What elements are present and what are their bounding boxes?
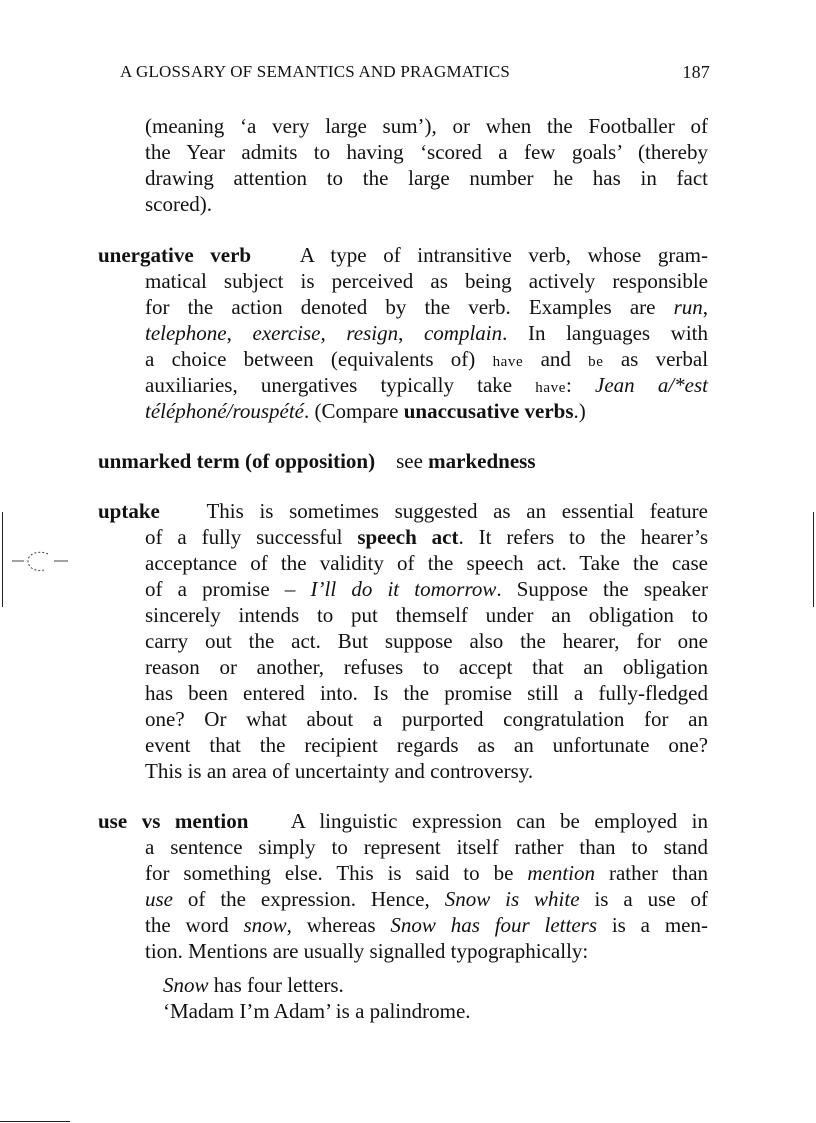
entry-unergative-line-1: unergative verb A type of intransitive verb, whose gram- <box>98 243 708 267</box>
example-line-2: ‘Madam I’m Adam’ is a palindrome. <box>163 999 471 1023</box>
continuation-line-3: drawing attention to the large number he has in fact <box>145 166 708 190</box>
entry-unergative-line-5: a choice between (equivalents of) have and be as verbal <box>145 347 709 371</box>
entry-uptake-line-11: This is an area of uncertainty and controversy. <box>145 759 534 783</box>
left-margin-rule <box>2 512 3 607</box>
page-number: 187 <box>682 62 710 82</box>
continuation-line-4: scored). <box>145 192 213 216</box>
entry-use-mention-line-6: tion. Mentions are usually signalled typographically: <box>145 939 589 963</box>
entry-term: unmarked term (of opposition) <box>98 449 376 473</box>
margin-bracket-mark <box>12 547 70 577</box>
entry-unergative-line-6: auxiliaries, unergatives typically take have: Jean a/*est <box>145 373 708 397</box>
entry-use-mention-line-1: use vs mention A linguistic expression can be employed in <box>98 809 709 833</box>
entry-unergative-line-7: téléphoné/rouspété. (Compare unaccusative verbs.) <box>145 399 586 423</box>
entry-term: uptake <box>98 499 160 523</box>
entry-unergative-line-2: matical subject is perceived as being actively responsible <box>145 269 708 293</box>
entry-uptake-line-7: reason or another, refuses to accept that an obligation <box>145 655 708 679</box>
bottom-margin-rule <box>0 1121 70 1122</box>
entry-term: use vs mention <box>98 809 249 833</box>
cross-reference: speech act <box>357 525 459 549</box>
entry-term: unergative verb <box>98 243 252 267</box>
entry-use-mention-line-3: for something else. This is said to be mention rather than <box>145 861 709 885</box>
entry-uptake-line-10: event that the recipient regards as an unfortunate one? <box>145 733 708 757</box>
entry-uptake-line-2: of a fully successful speech act. It refers to the hearer’s <box>145 525 708 549</box>
entry-uptake-line-4: of a promise – I’ll do it tomorrow. Suppose the speaker <box>145 577 708 601</box>
entry-unergative-line-4: telephone, exercise, resign, complain. In languages with <box>145 321 708 345</box>
continuation-line-1: (meaning ‘a very large sum’), or when the Footballer of <box>145 114 708 138</box>
entry-uptake-line-6: carry out the act. But suppose also the hearer, for one <box>145 629 708 653</box>
cross-reference: markedness <box>428 449 536 473</box>
entry-uptake-line-5: sincerely intends to put themself under an obligation to <box>145 603 708 627</box>
cross-reference: unaccusative verbs <box>403 399 574 423</box>
entry-uptake-line-3: acceptance of the validity of the speech act. Take the case <box>145 551 708 575</box>
running-header-title: A GLOSSARY OF SEMANTICS AND PRAGMATICS <box>120 62 511 81</box>
entry-unmarked: unmarked term (of opposition) see markedness <box>98 449 536 473</box>
continuation-line-2: the Year admits to having ‘scored a few goals’ (thereby <box>145 140 708 164</box>
entry-uptake-line-1: uptake This is sometimes suggested as an essential feature <box>98 499 708 523</box>
entry-use-mention-line-2: a sentence simply to represent itself rather than to stand <box>145 835 708 859</box>
entry-uptake-line-8: has been entered into. Is the promise still a fully-fledged <box>145 681 708 705</box>
right-margin-rule <box>813 512 814 607</box>
entry-use-mention-line-4: use of the expression. Hence, Snow is white is a use of <box>145 887 709 911</box>
example-line-1: Snow has four letters. <box>163 973 344 997</box>
entry-unergative-line-3: for the action denoted by the verb. Examples are run, <box>145 295 709 319</box>
entry-use-mention-line-5: the word snow, whereas Snow has four letters is a men- <box>145 913 708 937</box>
running-header <box>120 62 710 88</box>
entry-uptake-line-9: one? Or what about a purported congratulation for an <box>145 707 708 731</box>
